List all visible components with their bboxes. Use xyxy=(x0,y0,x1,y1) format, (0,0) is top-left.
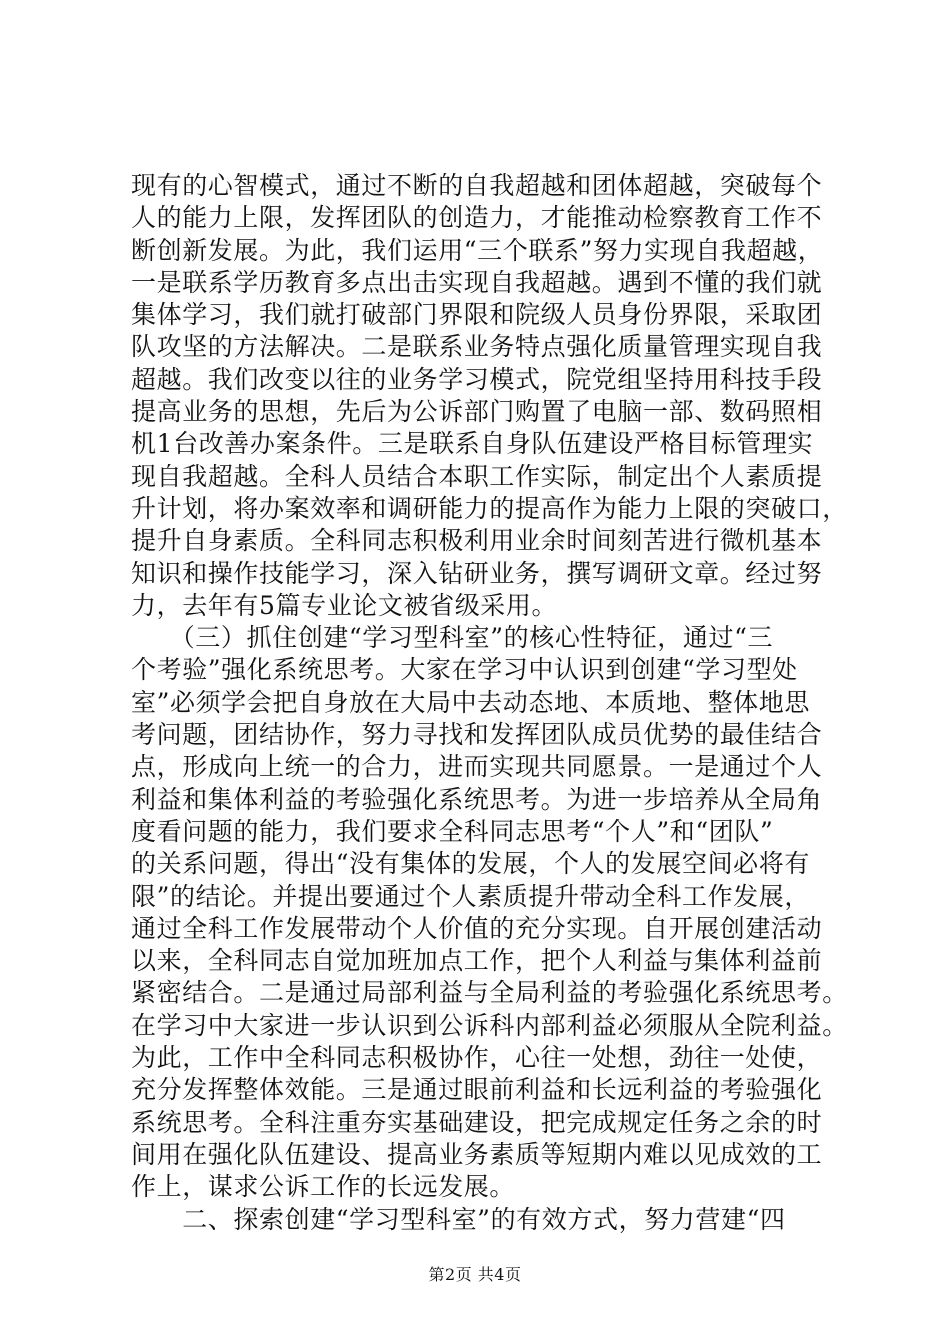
text-line: 提高业务的思想，先后为公诉部门购置了电脑一部、数码照相 xyxy=(131,397,823,427)
text-line: 点，形成向上统一的合力，进而实现共同愿景。一是通过个人 xyxy=(131,752,823,782)
text-line: 间用在强化队伍建设、提高业务素质等短期内难以见成效的工 xyxy=(131,1139,823,1169)
document-body xyxy=(131,170,848,1236)
text-line: 室”必须学会把自身放在大局中去动态地、本质地、整体地思 xyxy=(131,687,810,717)
text-line: 系统思考。全科注重夯实基础建设，把完成规定任务之余的时 xyxy=(131,1107,823,1137)
text-line: 限”的结论。并提出要通过个人素质提升带动全科工作发展， xyxy=(131,881,810,911)
page-number-footer: 第2页 共4页 xyxy=(428,1265,522,1284)
text-line: 队攻坚的方法解决。二是联系业务特点强化质量管理实现自我 xyxy=(131,332,823,362)
text-line: 机1台改善办案条件。三是联系自身队伍建设严格目标管理实 xyxy=(131,429,814,459)
text-line: 集体学习，我们就打破部门界限和院级人员身份界限，采取团 xyxy=(131,300,823,330)
text-line: 以来，全科同志自觉加班加点工作，把个人利益与集体利益前 xyxy=(131,946,823,976)
text-line: 超越。我们改变以往的业务学习模式，院党组坚持用科技手段 xyxy=(131,364,823,394)
text-line: 断创新发展。为此，我们运用“三个联系”努力实现自我超越， xyxy=(131,235,824,265)
text-line: 现自我超越。全科人员结合本职工作实际，制定出个人素质提 xyxy=(131,461,823,491)
text-line: 通过全科工作发展带动个人价值的充分实现。自开展创建活动 xyxy=(131,913,823,943)
text-line: 一是联系学历教育多点出击实现自我超越。遇到不懂的我们就 xyxy=(131,267,823,297)
text-line: 在学习中大家进一步认识到公诉科内部利益必须服从全院利益。 xyxy=(131,1010,848,1040)
text-line: 为此，工作中全科同志积极协作，心往一处想，劲往一处使， xyxy=(131,1043,823,1073)
text-line: 力，去年有5篇专业论文被省级采用。 xyxy=(131,590,558,620)
text-line: 升计划，将办案效率和调研能力的提高作为能力上限的突破口， xyxy=(131,493,848,523)
text-line: （三）抓住创建“学习型科室”的核心性特征，通过“三 xyxy=(131,623,774,653)
text-line: 的关系问题，得出“没有集体的发展，个人的发展空间必将有 xyxy=(131,849,810,879)
text-line: 提升自身素质。全科同志积极利用业余时间刻苦进行微机基本 xyxy=(131,526,823,556)
text-line: 考问题，团结协作，努力寻找和发挥团队成员优势的最佳结合 xyxy=(131,720,823,750)
text-line: 二、探索创建“学习型科室”的有效方式，努力营建“四 xyxy=(131,1204,786,1234)
text-line: 紧密结合。二是通过局部利益与全局利益的考验强化系统思考。 xyxy=(131,978,848,1008)
text-line: 人的能力上限，发挥团队的创造力，才能推动检察教育工作不 xyxy=(131,203,823,233)
text-line: 个考验”强化系统思考。大家在学习中认识到创建“学习型处 xyxy=(131,655,798,685)
text-line: 充分发挥整体效能。三是通过眼前利益和长远利益的考验强化 xyxy=(131,1075,823,1105)
text-line: 作上，谋求公诉工作的长远发展。 xyxy=(131,1172,516,1202)
text-line: 现有的心智模式，通过不断的自我超越和团体超越，突破每个 xyxy=(131,171,823,200)
text-line: 知识和操作技能学习，深入钻研业务，撰写调研文章。经过努 xyxy=(131,558,823,588)
text-line: 度看问题的能力，我们要求全科同志思考“个人”和“团队” xyxy=(131,816,774,846)
text-line: 利益和集体利益的考验强化系统思考。为进一步培养从全局角 xyxy=(131,784,823,814)
